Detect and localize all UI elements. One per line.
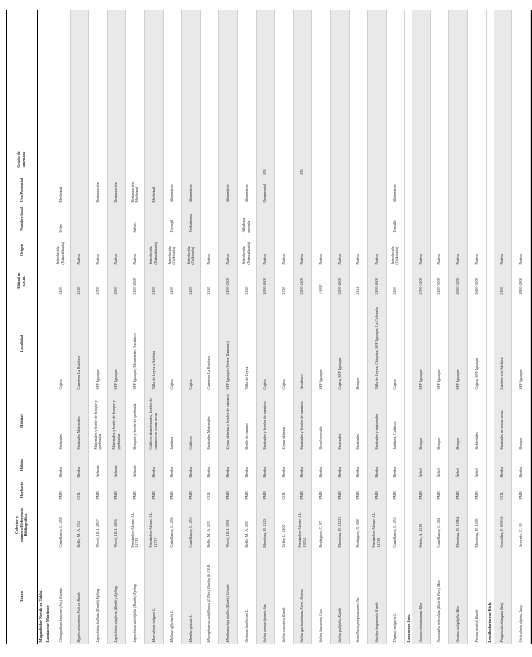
cell-habit: Hierba <box>151 466 156 478</box>
cell-collector: González, F. 6093A <box>500 516 505 548</box>
cell-origin: Nativa <box>114 254 119 265</box>
cell-locality: Lindero con Sáchica <box>500 357 505 390</box>
cell-collector: Fernández-Alonso J.L. 14749 <box>372 511 381 548</box>
table-row <box>108 10 127 644</box>
cell-origin: Nativa <box>207 254 212 265</box>
cell-habitat: Jardines, Cultivos <box>393 421 398 450</box>
cell-use: Restauración, Medicinal <box>130 181 140 203</box>
cell-habitat: Pastizales <box>356 434 361 450</box>
cell-collector: Castellanos, L. 261 <box>437 517 442 548</box>
cell-habit: Árbol <box>456 468 461 478</box>
cell-locality: Cajica <box>263 379 268 390</box>
cell-altitude: 2100 <box>500 286 505 295</box>
header-herbarium: Herbario <box>18 481 24 499</box>
table-row <box>331 10 350 644</box>
cell-herbarium: PMB <box>437 491 442 500</box>
cell-altitude: 2800-2900 <box>518 277 523 295</box>
header-origin: Origen <box>18 243 24 257</box>
cell-habitat: Zonas abiertas y bordes de caminos <box>225 394 230 450</box>
cell-use: Alimenticio <box>244 183 249 203</box>
cell-origin: Nativa <box>95 254 100 265</box>
cell-herbarium: PMB <box>114 491 119 500</box>
cell-collector: Mendoza, H. 1223 <box>263 518 268 548</box>
cell-herbarium: PMB <box>393 491 398 500</box>
cell-herbarium: PMB <box>263 491 268 500</box>
cell-collector: Wood, J.R.I. 4817 <box>95 519 100 548</box>
cell-herbarium: COL <box>207 491 212 500</box>
cell-habit: Hierba <box>337 466 342 478</box>
cell-origin: Nativa <box>77 254 82 265</box>
cell-origin: Introducida (Cultivada) <box>167 246 177 265</box>
cell-herbarium: COL <box>281 491 286 500</box>
cell-locality: Carretera La Ruidora <box>207 356 212 390</box>
cell-habitat: Pastorales <box>337 433 342 450</box>
table-row <box>219 10 238 644</box>
cell-local-name: Salvio <box>132 222 137 233</box>
cell-habitat: Pastizales en zonas secas <box>500 410 505 450</box>
cell-taxon: Melissa officinalis L. <box>170 609 175 643</box>
table-header-row <box>6 10 38 644</box>
cell-herbarium: PMB <box>188 491 193 500</box>
cell-use: Alimenticio <box>225 183 230 203</box>
cell-herbarium: PMB <box>356 491 361 500</box>
cell-locality: Villa de Leyva, Chiquiza, SFF Iguaque, La Colorada <box>374 307 379 390</box>
cell-collector: Castellanos, L. 258 <box>58 517 63 548</box>
cell-collector: Fernández-Alonso J.L. 14715 <box>130 511 140 548</box>
header-local-name: Nombre local <box>18 207 24 231</box>
table-row <box>238 10 257 644</box>
cell-locality: SFF Iguaque <box>318 369 323 390</box>
cell-collector: Uribe, L. 4100 <box>281 524 286 548</box>
cell-collector: Acevedo, C. 30 <box>518 523 523 548</box>
cell-habit: Hierba <box>318 466 323 478</box>
cell-taxon: Utricularia alpina Jacq. <box>518 604 523 643</box>
cell-locality: Cajica <box>58 379 63 390</box>
table-row <box>412 10 431 644</box>
cell-collector: Prieto, A. 1219 <box>418 523 423 548</box>
cell-habit: Arbusto <box>114 464 119 478</box>
cell-herbarium: PMB <box>170 491 175 500</box>
cell-use: Alimenticio <box>188 183 193 203</box>
cell-habit: Hierba <box>374 466 379 478</box>
cell-herbarium: PMB <box>95 491 100 500</box>
table-row <box>449 10 468 644</box>
cell-taxon: Pinguicula elongata Benj. <box>500 601 505 643</box>
cell-taxon: Marrubium vulgare L. <box>151 607 156 643</box>
cell-taxon: Hyptis atrorubens Poit.ex Benth. <box>77 591 82 643</box>
cell-locality: SFF Iguaque <box>418 369 423 390</box>
header-threat: Grado de amenaza <box>16 151 26 168</box>
cell-locality: SFF Iguaque <box>456 369 461 390</box>
cell-use: Medicinal <box>151 186 156 203</box>
cell-altitude: 2720 <box>281 286 286 295</box>
cell-habit: Hierba <box>393 466 398 478</box>
cell-habit: Hierba <box>188 466 193 478</box>
cell-habit: Hierba <box>170 466 175 478</box>
cell-habitat: Jardines <box>170 436 175 450</box>
cell-local-name: Yerbabuena <box>188 214 193 233</box>
table-body <box>38 10 531 644</box>
cell-habitat: Pastizales y matorrales <box>374 413 379 450</box>
subfamily-row <box>487 10 494 644</box>
cell-origin: Nativa <box>356 254 361 265</box>
family-label: Magnoliidae Novák ex Takht. <box>38 589 44 643</box>
subfamily-row <box>405 10 412 644</box>
cell-taxon: Lepechinia bullata (Kunth) Epling <box>95 588 100 643</box>
cell-origin: Nativa <box>225 254 230 265</box>
cell-collector: Bello, M. A. 265 <box>244 521 249 548</box>
cell-habit: Arbusto <box>132 464 137 478</box>
cell-locality: Arcabuco <box>300 374 305 390</box>
cell-collector: Wood, J.R.I. 3951 <box>225 519 230 548</box>
cell-habit: Hierba <box>281 466 286 478</box>
cell-locality: SFF Iguaque <box>114 369 119 390</box>
table-row <box>368 10 387 644</box>
cell-locality: Cajica <box>281 379 286 390</box>
cell-habit: Hierba <box>518 466 523 478</box>
cell-altitude: 2400 <box>170 286 175 295</box>
cell-habit: Hierba <box>207 466 212 478</box>
cell-taxon: Lepechinia salviifolia (Kunth) Epling <box>132 584 137 643</box>
cell-herbarium: PMB <box>225 491 230 500</box>
cell-locality: SFF Iguaque (Sector Damasio) <box>225 341 230 390</box>
cell-altitude: 2500 <box>114 286 119 295</box>
cell-herbarium: PMB <box>244 491 249 500</box>
cell-herbarium: PMB <box>151 491 156 500</box>
cell-origin: Nativa <box>337 254 342 265</box>
cell-locality: SFF Iguaque, Monserrate, Arcabuco <box>132 332 137 390</box>
cell-habit: Hierba <box>244 466 249 478</box>
cell-origin: Introducida (Naturalizada) <box>242 242 251 265</box>
cell-habitat: Cultivos abandonados, bordes de caminos en zonas secas <box>149 398 158 450</box>
cell-collector: Mendoza, H. 11223 <box>337 516 342 548</box>
cell-collector: Fernández-Alonso J.L. 13054 <box>298 511 307 548</box>
cell-origin: Nativa <box>418 254 423 265</box>
cell-habit: Árbol <box>437 468 442 478</box>
cell-altitude: 2650-3250 <box>456 277 461 295</box>
cell-locality: Villa de Leyva a Sáchica <box>151 350 156 390</box>
cell-local-name: Albahaca morada <box>242 217 251 233</box>
cell-locality: Carretera La Ruidora <box>77 356 82 390</box>
cell-taxon: Clinopodium brownei (Sw.) Kuntze <box>58 588 63 643</box>
cell-use: Restauración <box>114 182 119 203</box>
cell-taxon: Ocotea calophylla Mez <box>456 606 461 643</box>
cell-collector: Rodríguez, C. 97 <box>318 520 323 548</box>
subfamily-label: Lentibulariaceae Rich. <box>486 601 492 643</box>
cell-local-name: Poleo <box>58 223 63 233</box>
cell-altitude: 2700 <box>95 286 100 295</box>
cell-altitude: 2100-2200 <box>225 277 230 295</box>
cell-altitude: 2100 <box>151 286 156 295</box>
cell-habitat: Bosque <box>518 437 523 450</box>
cell-altitude: 2144 <box>356 286 361 295</box>
cell-taxon: Stachys bogotensis Kunth <box>374 602 379 643</box>
cell-habit: Hierba <box>500 466 505 478</box>
cell-origin: Introducida (Cultivada) <box>391 246 400 265</box>
family-row <box>38 10 45 644</box>
cell-habitat: Bosques y borde de quebrada <box>132 403 137 450</box>
cell-habitat: Pastizales Matorrales <box>77 416 82 450</box>
cell-altitude: 2210 <box>207 286 212 295</box>
cell-habitat: Cultivos <box>188 436 193 450</box>
cell-collector: Fernández-Alonso J.L. 14737 <box>149 511 158 548</box>
cell-taxon: Microphoerus subfillosus (L'Hér.) Harley & J.F.B. <box>207 564 212 643</box>
cell-altitude: 2600-3000 <box>474 277 479 295</box>
cell-herbarium: PMB <box>474 491 479 500</box>
cell-collector: Wood, J.R.I. 4816 <box>114 519 119 548</box>
cell-habitat: Matorrales y borde de bosque y quebradas <box>93 400 102 450</box>
table-row <box>275 10 294 644</box>
cell-collector: Mendoza, H. 10864 <box>456 516 461 548</box>
cell-origin: Introducida (Naturalizada) <box>149 242 158 265</box>
cell-habit: Hierba <box>263 466 268 478</box>
cell-herbarium: COL <box>500 491 505 500</box>
header-habit: Hábito <box>18 458 24 472</box>
table-row <box>494 10 513 644</box>
subfamily-label: Lauraceae Juss. <box>405 613 411 643</box>
cell-collector: Bello, M. A. 154 <box>77 521 82 548</box>
cell-habitat: Bosque <box>456 437 461 450</box>
table-row <box>201 10 220 644</box>
cell-origin: Nativa <box>437 254 442 265</box>
cell-local-name: Tomillo <box>393 220 398 233</box>
cell-altitude: 2700-3100 <box>418 277 423 295</box>
cell-altitude: 2400 <box>188 286 193 295</box>
cell-taxon: Ocimum basilicum L. <box>244 609 249 643</box>
cell-origin: Introducida (Naturalizada) <box>56 242 65 265</box>
cell-collector: Bello, M. A. 225 <box>207 521 212 548</box>
table-row <box>294 10 313 644</box>
cell-use: Alimenticio <box>393 183 398 203</box>
cell-habitat: Borde de camino <box>244 422 249 450</box>
cell-locality: SFF Iguaque <box>518 369 523 390</box>
cell-habitat: Pastizales y bordes de caminos <box>263 401 268 450</box>
cell-origin: Nativa <box>500 254 505 265</box>
cell-altitude: 2400-3000 <box>437 277 442 295</box>
cell-taxon: Salvia palifolia Kunth <box>337 608 342 643</box>
cell-altitude: 2100-2600 <box>374 277 379 295</box>
cell-habit: Hierba <box>356 466 361 478</box>
header-use: Uso/Potencial <box>18 178 24 202</box>
cell-origin: Nativa <box>132 254 137 265</box>
cell-origin: Introducida (Cultivada) <box>186 246 195 265</box>
cell-herbarium: PMB <box>456 491 461 500</box>
cell-habitat: Robledales <box>474 432 479 450</box>
cell-taxon: Nectandra reticulata (Ruiz & Pav.) Mez <box>437 580 442 643</box>
table-row <box>387 10 406 644</box>
cell-herbarium: PMB <box>300 491 305 500</box>
cell-origin: Nativa <box>456 254 461 265</box>
cell-locality: SFF Iguaque <box>437 369 442 390</box>
cell-habit: Árbol <box>418 468 423 478</box>
cell-taxon: Salvia arenariformis Sm. <box>263 603 268 643</box>
cell-altitude: 2400 <box>393 286 398 295</box>
cell-use: Alimenticio <box>170 183 175 203</box>
table-row <box>71 10 90 644</box>
cell-collector: Castellanos, L. 253 <box>188 517 193 548</box>
cell-taxon: Persea mutisii Kunth <box>474 609 479 643</box>
cell-herbarium: COL <box>77 491 82 500</box>
cell-locality: Villa de Leyva <box>244 366 249 390</box>
cell-taxon: Salvia gachantivana Fern. Alonso <box>300 589 305 643</box>
cell-taxon: Minthostachys mollis (Kunth) Griseb. <box>225 583 230 643</box>
table-row <box>312 10 331 644</box>
cell-altitude: 2200-2600 <box>337 277 342 295</box>
cell-herbarium: PMB <box>374 491 379 500</box>
cell-herbarium: PMB <box>337 491 342 500</box>
cell-habitat: Pastizales Matorrales <box>207 416 212 450</box>
cell-altitude: 2210 <box>77 286 82 295</box>
table-row <box>431 10 450 644</box>
cell-locality: SFF Iguaque <box>95 369 100 390</box>
table-row <box>89 10 108 644</box>
cell-taxon: Salvia coccinea Kunth <box>281 607 286 643</box>
header-altitude: Altitud m s.n.m. <box>16 272 26 290</box>
cell-locality: Cajica, SFF Iguaque <box>337 357 342 390</box>
cell-herbarium: PMB <box>132 491 137 500</box>
cell-locality: Cajica <box>188 379 193 390</box>
cell-threat: EN <box>263 169 268 175</box>
table-row <box>164 10 183 644</box>
table-row <box>52 10 71 644</box>
cell-use: Restauración <box>95 182 100 203</box>
cell-local-name: Toronjil <box>170 220 175 233</box>
cell-taxon: Lepechinia conferta (Benth.) Epling <box>114 586 119 643</box>
cell-habitat: Matorrales y borde de bosque y quebradas <box>112 400 121 450</box>
cell-habitat: Pastizales y bordes de caminos <box>300 401 305 450</box>
subfamily-row <box>45 10 52 644</box>
species-table <box>6 10 532 644</box>
cell-habit: Hierba <box>300 466 305 478</box>
table-row <box>182 10 201 644</box>
cell-altitude: >3000 <box>318 284 323 295</box>
cell-locality: Bosque <box>356 377 361 390</box>
cell-use: Medicinal <box>58 186 63 203</box>
cell-origin: Nativa <box>281 254 286 265</box>
cell-herbarium: PMB <box>418 491 423 500</box>
cell-taxon: Salvia lancearia Cav. <box>318 608 323 643</box>
cell-origin: Nativa <box>518 254 523 265</box>
cell-habitat: Bosque <box>437 437 442 450</box>
header-habitat: Hábitat <box>18 414 24 428</box>
table-row <box>350 10 369 644</box>
cell-collector: Mendoza, H. 1265 <box>474 518 479 548</box>
cell-taxon: Aiouea cinnamomea Mez <box>418 603 423 643</box>
cell-locality: Cajica, SFF Iguaque <box>474 357 479 390</box>
cell-habit: Arbusto <box>95 464 100 478</box>
table-row <box>512 10 531 644</box>
cell-habitat: Zonas abiertas <box>281 426 286 450</box>
cell-herbarium: PMB <box>518 491 523 500</box>
cell-collector: Castellanos, L. 254 <box>393 517 398 548</box>
cell-origin: Nativa <box>474 254 479 265</box>
cell-use: Ornamental <box>263 184 268 203</box>
header-taxon: Taxon <box>18 591 24 602</box>
table-row <box>257 10 276 644</box>
cell-taxon: Thymus vulgaris L. <box>393 612 398 643</box>
cell-altitude: 2000-2600 <box>263 277 268 295</box>
cell-habitat: Bosque <box>418 437 423 450</box>
cell-herbarium: PMB <box>318 491 323 500</box>
table-row <box>145 10 164 644</box>
cell-origin: Nativa <box>263 254 268 265</box>
cell-herbarium: PMB <box>58 491 63 500</box>
cell-habitat: Dosel recosido <box>318 426 323 450</box>
cell-locality: Cajica <box>393 379 398 390</box>
cell-taxon: Mentha spicata L. <box>188 614 193 643</box>
cell-altitude: 2400 <box>58 286 63 295</box>
cell-habitat: Pastizales <box>58 434 63 450</box>
cell-origin: Nativa <box>374 254 379 265</box>
cell-threat: EN <box>300 169 305 175</box>
cell-altitude: 2200-2400 <box>300 277 305 295</box>
cell-origin: Nativa <box>318 254 323 265</box>
cell-altitude: 2100-2600 <box>132 277 137 295</box>
table-row <box>126 10 145 644</box>
cell-locality: Cajica <box>170 379 175 390</box>
cell-taxon: Scutellaria purpurascens Sw. <box>356 597 361 643</box>
cell-habit: Hierba <box>225 466 230 478</box>
cell-habit: Hierba <box>58 466 63 478</box>
header-collector: Colector y número/Referencia Bibliográfica <box>14 508 29 542</box>
cell-habit: Árbol <box>474 468 479 478</box>
cell-collector: Castellanos, L. 256 <box>170 517 175 548</box>
cell-origin: Nativa <box>300 254 305 265</box>
cell-altitude: 2120 <box>244 286 249 295</box>
cell-habit: Hierba <box>77 466 82 478</box>
header-locality: Localidad <box>18 334 24 353</box>
table-row <box>468 10 487 644</box>
cell-collector: Rodríguez, G. 690 <box>356 518 361 548</box>
subfamily-label: Lamiaceae Martinov <box>45 605 51 643</box>
